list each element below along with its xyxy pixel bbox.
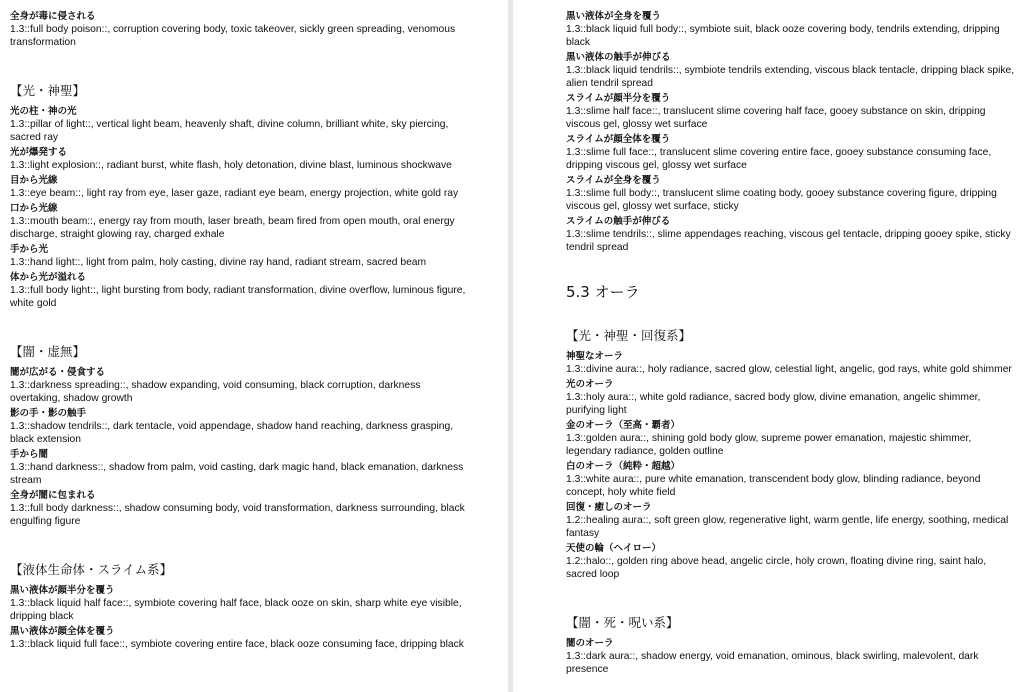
- left-page: [0, 0, 508, 692]
- entry-description: 1.3::golden aura::, shining gold body glow, supreme power emanation, majestic shimmer, legendary radiance, golden outline: [566, 433, 972, 457]
- entry-description: 1.3::holy aura::, white gold radiance, sacred body glow, divine emanation, angelic shimmer, purifying light: [566, 392, 981, 416]
- entry-description: 1.3::white aura::, pure white emanation, transcendent body glow, blinding radiance, beyond concept, holy white field: [566, 474, 981, 498]
- entry-title: 手から光: [10, 244, 49, 255]
- entry-description: 1.3::black liquid tendrils::, symbiote tendrils extending, viscous black tentacle, dripping black spike, alien tendril spread: [566, 65, 1015, 89]
- entry-description: 1.3::full body darkness::, shadow consuming body, void transformation, darkness surrounding, black engulfing figure: [10, 503, 465, 527]
- entry-title: 光の柱・神の光: [10, 106, 77, 117]
- entry-description: 1.3::light explosion::, radiant burst, white flash, holy detonation, divine blast, luminous shockwave: [10, 160, 452, 171]
- entry-description: 1.2::healing aura::, soft green glow, regenerative light, warm gentle, life energy, soothing, medical fantasy: [566, 515, 1009, 539]
- entry-description: 1.3::pillar of light::, vertical light beam, heavenly shaft, divine column, brilliant white, sky piercing, sacred ray: [10, 119, 449, 143]
- entry-title: 金のオーラ（至高・覇者）: [566, 420, 681, 431]
- entry-title: スライムの触手が伸びる: [566, 216, 671, 227]
- entry-title: 体から光が溢れる: [10, 272, 87, 283]
- entry: [10, 584, 468, 623]
- entry-title: 回復・癒しのオーラ: [566, 502, 652, 513]
- section-heading-dark-aura: 【闇・死・呪い系】: [566, 615, 679, 630]
- entry: [10, 271, 468, 310]
- entry-title: スライムが全身を覆う: [566, 175, 661, 186]
- entry-title: 口から光線: [10, 203, 58, 214]
- entry-title: スライムが顔全体を覆う: [566, 134, 671, 145]
- entry-description: 1.3::slime full face::, translucent slime covering entire face, gooey substance consuming face, dripping viscous gel, glossy wet surface: [566, 147, 992, 171]
- entry-title: 影の手・影の触手: [10, 408, 87, 419]
- entry-title: 黒い液体が全身を覆う: [566, 11, 662, 22]
- entry-title: 天使の輪（ヘイロー）: [566, 543, 662, 554]
- section-heading-darkness: 【闇・虚無】: [10, 344, 86, 359]
- entry-description: 1.3::darkness spreading::, shadow expanding, void consuming, black corruption, darkness overtaking, shadow growth: [10, 380, 421, 404]
- entry: [10, 243, 468, 269]
- entry: [566, 51, 1016, 90]
- entry-description: 1.3::hand light::, light from palm, holy casting, divine ray hand, radiant stream, sacred beam: [10, 257, 427, 268]
- entry: [566, 460, 1016, 499]
- entry-title: 手から闇: [10, 449, 49, 460]
- entry-title: 全身が毒に侵される: [10, 11, 96, 22]
- entry: [566, 215, 1016, 254]
- entry-description: 1.3::shadow tendrils::, dark tentacle, void appendage, shadow hand reaching, darkness grasping, black extension: [10, 421, 454, 445]
- entry: [566, 350, 1016, 376]
- entry: [566, 542, 1016, 581]
- entry-description: 1.3::dark aura::, shadow energy, void emanation, ominous, black swirling, malevolent, dark presence: [566, 651, 979, 675]
- entry-description: 1.3::black liquid full body::, symbiote suit, black ooze covering body, tendrils extending, dripping black: [566, 24, 1000, 48]
- entry-title: 光のオーラ: [566, 379, 614, 390]
- entry: [10, 366, 468, 405]
- entry: [10, 625, 468, 651]
- entry: [10, 10, 468, 49]
- entry-description: 1.3::hand darkness::, shadow from palm, void casting, dark magic hand, black emanation, darkness stream: [10, 462, 464, 486]
- entry-description: 1.3::mouth beam::, energy ray from mouth, laser breath, beam fired from open mouth, oral energy discharge, straight glowing ray, charged exhale: [10, 216, 455, 240]
- entry: [10, 146, 468, 172]
- entry-description: 1.3::eye beam::, light ray from eye, laser gaze, radiant eye beam, energy projection, white gold ray: [10, 188, 459, 199]
- entry-title: 黒い液体が顔半分を覆う: [10, 585, 115, 596]
- entry-description: 1.3::black liquid half face::, symbiote covering half face, black ooze on skin, sharp white eye visible, dripping black: [10, 598, 462, 622]
- section-title-aura: 5.3 オーラ: [566, 283, 640, 301]
- entry-description: 1.3::full body light::, light bursting from body, radiant transformation, divine overflow, luminous figure, white gold: [10, 285, 466, 309]
- entry: [566, 92, 1016, 131]
- entry-title: 闇が広がる・侵食する: [10, 367, 106, 378]
- section-heading-holy-aura: 【光・神聖・回復系】: [566, 328, 692, 343]
- entry-description: 1.3::slime half face::, translucent slime covering half face, gooey substance on skin, dripping viscous gel, glossy wet surface: [566, 106, 986, 130]
- entry: [566, 637, 1016, 676]
- entry-description: 1.3::full body poison::, corruption covering body, toxic takeover, sickly green spreading, venomous transformation: [10, 24, 456, 48]
- entry: [566, 378, 1016, 417]
- entry: [566, 133, 1016, 172]
- entry: [10, 489, 468, 528]
- entry-title: 光が爆発する: [10, 147, 68, 158]
- entry: [10, 407, 468, 446]
- entry-title: スライムが顔半分を覆う: [566, 93, 671, 104]
- entry-title: 闇のオーラ: [566, 638, 614, 649]
- entry-title: 全身が闇に包まれる: [10, 490, 96, 501]
- entry-title: 黒い液体の触手が伸びる: [566, 52, 671, 63]
- section-heading-slime: 【液体生命体・スライム系】: [10, 562, 173, 577]
- entry-description: 1.3::slime full body::, translucent slime coating body, gooey substance covering figure, dripping viscous gel, glossy wet surface, sticky: [566, 188, 997, 212]
- entry: [10, 448, 468, 487]
- entry-description: 1.3::black liquid full face::, symbiote covering entire face, black ooze consuming face, dripping black: [10, 639, 464, 650]
- entry: [10, 174, 468, 200]
- entry: [566, 501, 1016, 540]
- entry-description: 1.2::halo::, golden ring above head, angelic circle, holy crown, floating divine ring, saint halo, sacred loop: [566, 556, 987, 580]
- entry-title: 黒い液体が顔全体を覆う: [10, 626, 115, 637]
- entry-title: 神聖なオーラ: [566, 351, 624, 362]
- entry-description: 1.3::slime tendrils::, slime appendages reaching, viscous gel tentacle, dripping gooey spike, sticky tendril spread: [566, 229, 1011, 253]
- entry-description: 1.3::divine aura::, holy radiance, sacred glow, celestial light, angelic, god rays, white gold shimmer: [566, 364, 1012, 375]
- section-heading-light: 【光・神聖】: [10, 83, 86, 98]
- entry: [566, 419, 1016, 458]
- entry-title: 目から光線: [10, 175, 58, 186]
- entry: [566, 174, 1016, 213]
- entry: [10, 202, 468, 241]
- right-page: [513, 0, 1024, 692]
- entry: [10, 105, 468, 144]
- entry: [566, 10, 1016, 49]
- entry-title: 白のオーラ（純粋・超越）: [566, 461, 681, 472]
